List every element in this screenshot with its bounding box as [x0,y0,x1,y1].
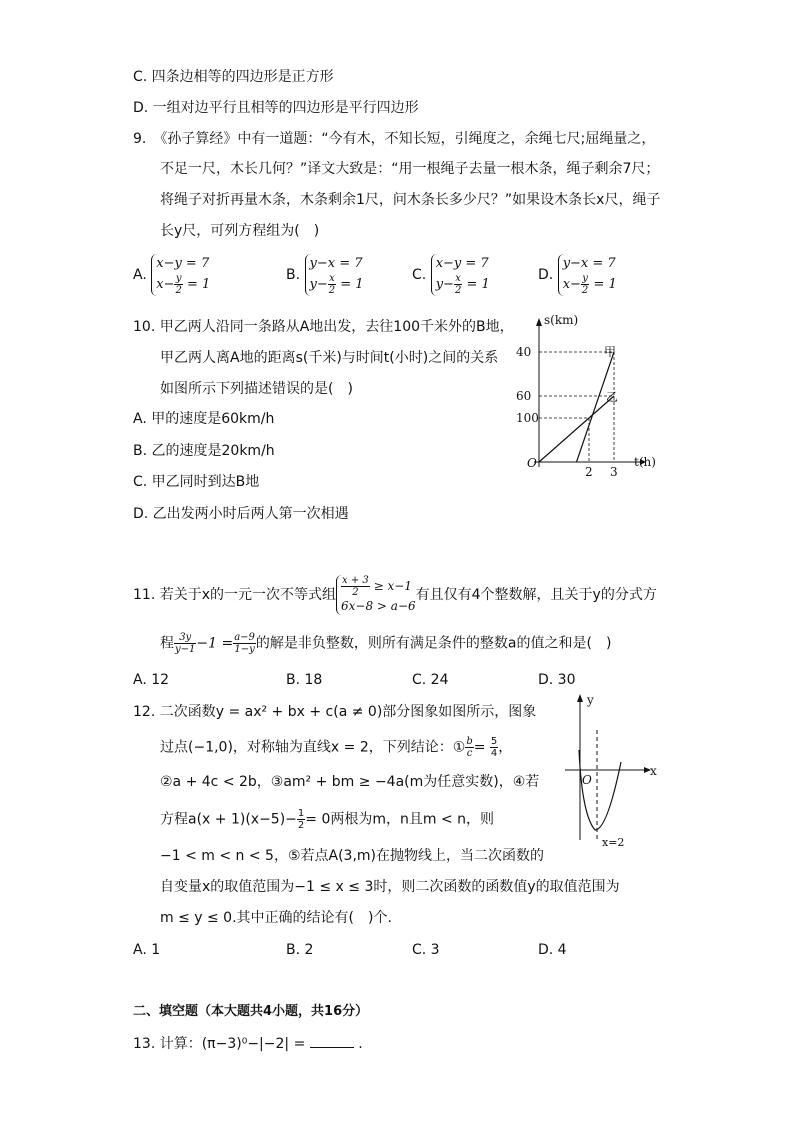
q9-b-eq2-right: = 1 [340,277,364,292]
q11-fraction-1 [174,632,196,655]
q9-option-a [133,254,210,296]
q9-option-c [412,254,490,296]
q9-d-eq2-right: = 1 [593,277,617,292]
q11-ineq1-den: 2 [352,587,359,598]
q12-line-7: m ≤ y ≤ 0.其中正确的结论有( )个. [160,910,392,926]
q12-fraction-bc [465,736,473,759]
q13-line [133,1035,363,1053]
q11-option-c: C. 24 [412,672,449,688]
q9-c-fraction [454,273,462,296]
q11-f1-den: y−1 [175,644,196,655]
q12-x-label: x [650,764,657,778]
q12-frac-5: 5 [490,736,498,747]
q10-distance-time-graph [512,310,672,478]
q11-ineq-1 [341,575,416,598]
q12-line-6: 自变量x的取值范围为−1 ≤ x ≤ 3时，则二次函数的函数值y的取值范围为 [160,879,620,895]
q9-option-d-system [558,254,617,296]
q11-text-pre: 若关于x的一元一次不等式组 [159,587,337,603]
q10-guide-lines [539,352,614,462]
q12-option-c: C. 3 [412,942,440,958]
q11-option-b: B. 18 [286,672,323,688]
q9-d-frac-num: y [582,273,588,284]
q12-y-label: y [587,693,594,707]
q11-fraction-2 [233,632,256,655]
q9-b-frac-num: x [329,273,335,284]
q9-c-eq1: x−y = 7 [435,256,489,271]
q9-option-b-label: B. [286,267,301,283]
q9-option-b-system [305,254,364,296]
q12-parabola-graph [560,690,670,852]
q11-line-2 [160,632,611,655]
q9-option-c-label: C. [412,267,427,283]
q11-line-1 [133,575,657,615]
q11-text-post: 有且仅有4个整数解，且关于y的分式方 [415,587,657,603]
q10-y-arrow [536,318,542,326]
q12-y-arrow [577,694,583,702]
q12-origin-label: O [582,773,592,787]
q10-line-2: 甲乙两人离A地的距离s(千米)与时间t(小时)之间的关系 [160,350,499,366]
q12-half-den: 2 [297,820,305,831]
q9-b-fraction [328,273,336,296]
q11-line2-post: 的解是非负整数，则所有满足条件的整数a的值之和是( ) [255,635,612,652]
q11-f2-num: a−9 [234,632,255,643]
q12-option-b: B. 2 [286,942,314,958]
q9-line-2: 不足一尺，木长几何？”译文大致是：“用一根绳子去量一根木条，绳子剩余7尺； [160,161,660,177]
q11-inequality-system [336,575,416,615]
q10-y-tick-40: 100 [516,411,539,425]
q13-answer-blank[interactable] [310,1047,354,1048]
q9-b-frac-den: 2 [328,285,336,296]
q10-option-a: A. 甲的速度是60km/h [133,411,275,427]
q12-line-3: ②a + 4c < 2b，③am² + bm ≥ −4a(m为任意实数)，④若 [160,774,540,790]
q10-origin-label: O [527,456,537,470]
q9-a-eq2-left: x− [156,277,175,292]
q9-c-eq2-left: y− [435,277,454,292]
q12-parabola-curve [579,750,621,830]
q10-jia-label: 甲 [604,345,617,359]
q9-option-a-label: A. [133,267,147,283]
q12-comma: ， [498,739,513,756]
q9-option-a-system [151,254,210,296]
q12-line-1: 12. 二次函数y = ax² + bx + c(a ≠ 0)部分图象如图所示，图象 [133,704,537,720]
q10-yi-label: 乙 [606,390,619,404]
q12-axis-label: x=2 [602,836,625,849]
q9-a-frac-num: y [175,273,182,284]
q12-line-2 [160,736,512,759]
q9-a-fraction [174,273,182,296]
q12-option-a: A. 1 [133,942,161,958]
q10-series [539,352,614,462]
q10-line-1: 10. 甲乙两人沿同一条路从A地出发，去往100千米外的B地， [133,319,514,335]
q11-ineq1-rest: ≥ x−1 [373,579,412,593]
q12-equals: = [473,739,490,756]
q12-line4-text-a: 方程a(x + 1)(x−5)− [160,811,297,828]
q9-c-frac-den: 2 [454,285,462,296]
q9-b-eq2 [310,273,364,296]
q12-line2-text: 过点(−1,0)，对称轴为直线x = 2，下列结论： [160,739,453,756]
q11-option-d: D. 30 [538,672,576,688]
q10-x-tick-2: 2 [585,465,593,478]
q9-d-eq2-left: x− [562,277,581,292]
q12-line-5: −1 < m < n < 5，⑤若点A(3,m)在抛物线上，当二次函数的 [160,848,544,864]
q10-y-tick-100: 40 [516,345,532,359]
q11-ineq1-num: x + 3 [342,575,369,586]
q9-b-eq2-left: y− [309,277,328,292]
q10-x-tick-3: 3 [610,465,618,478]
q9-c-frac-num: x [455,273,461,284]
q8-option-c: C. 四条边相等的四边形是正方形 [133,69,334,85]
section-2-heading: 二、填空题（本大题共4小题，共16分） [133,1004,369,1019]
q12-frac-b: b [466,736,473,747]
q13-text: 13. 计算：(π−3)⁰−|−2| = [133,1036,310,1052]
q10-series-line-yi [539,396,614,462]
q12-circled-1: ① [452,739,466,756]
q9-a-eq2-right: = 1 [186,277,211,292]
q9-option-c-system [431,254,490,296]
q10-series-line-jia [577,352,615,462]
q10-line-3: 如图所示下列描述错误的是( ) [160,381,353,397]
q9-c-eq2-right: = 1 [466,277,490,292]
q9-option-b [286,254,364,296]
q11-ineq-2: 6x−8 > a−6 [341,599,416,613]
q9-d-eq1: y−x = 7 [562,256,616,271]
q11-line2-pre: 程 [160,635,174,652]
q9-b-eq1: y−x = 7 [309,256,363,271]
q10-y-tick-60: 60 [516,389,532,403]
q13-period: . [353,1036,363,1052]
q10-y-axis-label: s(km) [544,313,579,327]
q11-option-a: A. 12 [133,672,170,688]
q9-d-eq2 [563,273,617,296]
q9-d-fraction [581,273,589,296]
q9-line-3: 将绳子对折再量木条，木条剩余1尺，问木条长多少尺？”如果设木条长x尺，绳子 [160,192,661,208]
q9-line-1: 9. 《孙子算经》中有一道题：“今有木，不知长短，引绳度之，余绳七尺;屈绳量之， [133,131,656,147]
q12-frac-4: 4 [490,748,498,759]
q12-half-num: 1 [297,808,305,819]
q12-option-d: D. 4 [538,942,567,958]
q12-line4-text-b: = 0两根为m，n且m < n，则 [305,811,495,828]
q10-option-d: D. 乙出发两小时后两人第一次相遇 [133,506,349,522]
q9-a-frac-den: 2 [175,285,182,296]
q9-d-frac-den: 2 [581,285,589,296]
q9-a-eq1: x−y = 7 [156,256,210,271]
q10-option-c: C. 甲乙同时到达B地 [133,474,260,490]
q11-f2-den: 1−y [234,644,255,655]
q11-number: 11. [133,587,156,603]
q9-option-d-label: D. [538,267,554,283]
q11-ineq1-fraction [341,575,370,598]
q10-x-axis-label: t(h) [634,455,656,469]
q9-line-4: 长y尺，可列方程组为( ) [160,223,320,239]
q11-mid: −1 = [196,635,234,652]
q10-option-b: B. 乙的速度是20km/h [133,443,275,459]
q12-line-4 [160,808,494,831]
q9-c-eq2 [436,273,490,296]
q12-frac-c: c [466,748,473,759]
q8-option-d: D. 一组对边平行且相等的四边形是平行四边形 [133,100,419,116]
q9-a-eq2 [156,273,210,296]
q9-option-d [538,254,617,296]
q11-f1-num: 3y [174,632,196,644]
